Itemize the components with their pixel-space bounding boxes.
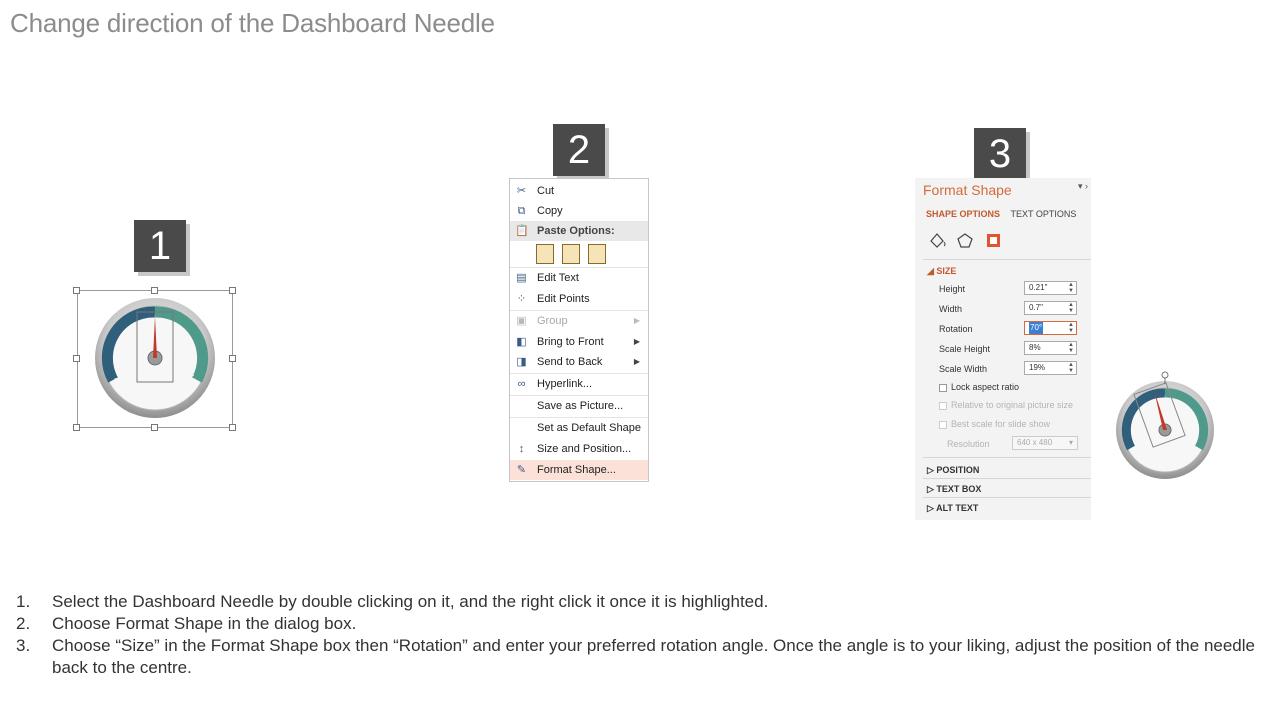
menu-item-cut[interactable] — [510, 181, 648, 201]
resolution-value: 640 x 480 — [1017, 438, 1053, 447]
step-badge-1: 1 — [134, 220, 186, 272]
resize-handle[interactable] — [151, 287, 158, 294]
spinner-arrows-icon[interactable]: ▲ ▼ — [1068, 282, 1074, 294]
panel-controls — [1078, 181, 1088, 192]
page-title: Change direction of the Dashboard Needle — [10, 8, 495, 38]
menu-item-label: Save as Picture... — [537, 400, 624, 412]
resize-handle[interactable] — [229, 355, 236, 362]
panel-divider — [923, 497, 1091, 498]
menu-item-label: Format Shape... — [537, 464, 616, 476]
section-label: ALT TEXT — [936, 503, 979, 513]
bring-front-icon: ◧ — [516, 336, 527, 348]
effects-icon[interactable] — [958, 234, 972, 247]
resize-handle[interactable] — [73, 424, 80, 431]
rotation-input[interactable] — [1024, 321, 1077, 335]
resize-handle[interactable] — [151, 424, 158, 431]
step-badge-2: 2 — [553, 124, 605, 176]
lock-aspect-checkbox[interactable] — [939, 382, 1019, 392]
width-input[interactable] — [1024, 301, 1077, 315]
spinner-arrows-icon[interactable]: ▲ ▼ — [1068, 342, 1074, 354]
checkbox-label: Relative to original picture size — [951, 400, 1074, 410]
rotation-label: Rotation — [939, 324, 973, 334]
fill-line-icon[interactable] — [931, 234, 945, 247]
submenu-arrow-icon: ▶ — [633, 337, 640, 346]
list-item — [16, 635, 1271, 679]
submenu-arrow-icon: ▶ — [633, 357, 640, 366]
format-shape-panel — [915, 178, 1091, 520]
hyperlink-icon: ∞ — [517, 378, 526, 390]
height-label: Height — [939, 284, 966, 294]
tab-text-options[interactable]: TEXT OPTIONS — [1010, 209, 1077, 219]
tab-shape-options[interactable]: SHAPE OPTIONS — [926, 209, 1001, 219]
menu-item-label: Hyperlink... — [537, 378, 593, 390]
dashboard-gauge-rotated[interactable] — [1112, 368, 1218, 480]
menu-item-label: Send to Back — [537, 356, 603, 368]
panel-dropdown-icon[interactable]: ▾ — [1077, 181, 1083, 191]
spinner-arrows-icon[interactable]: ▲ ▼ — [1068, 322, 1074, 334]
size-position-icon: ↕ — [518, 443, 525, 455]
list-number: 2. — [16, 614, 31, 633]
list-item — [16, 613, 1271, 635]
menu-section-paste-options — [510, 221, 648, 241]
menu-item-bring-to-front[interactable] — [510, 332, 648, 352]
resize-handle[interactable] — [229, 287, 236, 294]
paste-icon: 📋 — [515, 225, 529, 237]
menu-item-group — [510, 311, 648, 331]
best-scale-checkbox — [939, 419, 1050, 429]
panel-divider — [923, 457, 1091, 458]
checkbox-label: Lock aspect ratio — [951, 382, 1020, 392]
rotation-value: 70° — [1030, 323, 1043, 332]
resize-handle[interactable] — [73, 355, 80, 362]
section-position[interactable]: ▷ POSITION — [927, 465, 980, 475]
scale-height-input[interactable] — [1024, 341, 1077, 355]
dashboard-gauge-selected[interactable] — [75, 290, 235, 430]
menu-item-label: Edit Text — [537, 272, 579, 284]
menu-item-label: Bring to Front — [537, 336, 604, 348]
panel-icon-row — [927, 229, 1027, 251]
paste-merge-icon[interactable] — [562, 244, 580, 264]
scale-width-label: Scale Width — [939, 364, 988, 374]
height-value: 0.21" — [1029, 283, 1048, 292]
scissors-icon: ✂ — [516, 185, 527, 197]
menu-item-edit-points[interactable] — [510, 289, 648, 309]
menu-item-label: Paste Options: — [537, 225, 615, 237]
checkbox-box — [939, 402, 947, 410]
menu-item-hyperlink[interactable] — [510, 374, 648, 394]
context-menu — [509, 178, 649, 482]
menu-item-set-default-shape[interactable] — [510, 418, 648, 438]
menu-item-label: Set as Default Shape — [537, 422, 641, 434]
group-icon: ▣ — [516, 315, 527, 327]
size-properties-icon[interactable] — [987, 234, 1000, 247]
menu-item-label: Edit Points — [537, 293, 590, 305]
resize-handle[interactable] — [73, 287, 80, 294]
format-shape-icon: ✎ — [516, 464, 527, 476]
spinner-arrows-icon[interactable]: ▲ ▼ — [1068, 302, 1074, 314]
list-text: Select the Dashboard Needle by double clicking on it, and the right click it once it is highlighted. — [52, 592, 769, 611]
menu-item-label: Cut — [537, 185, 555, 197]
menu-item-label: Size and Position... — [537, 443, 632, 455]
resolution-label: Resolution — [947, 439, 990, 449]
checkbox-label: Best scale for slide show — [951, 419, 1051, 429]
scale-width-value: 19% — [1029, 363, 1046, 372]
list-number: 3. — [16, 636, 31, 655]
height-input[interactable] — [1024, 281, 1077, 295]
resize-handle[interactable] — [229, 424, 236, 431]
panel-close-icon[interactable]: › — [1085, 181, 1088, 191]
scale-width-input[interactable] — [1024, 361, 1077, 375]
menu-item-copy[interactable] — [510, 201, 648, 221]
list-number: 1. — [16, 592, 31, 611]
checkbox-box[interactable] — [939, 384, 947, 392]
panel-tabs — [926, 209, 1076, 219]
resolution-select — [1012, 436, 1078, 450]
send-back-icon: ◨ — [516, 356, 527, 368]
edit-points-icon: ⁘ — [516, 293, 527, 305]
list-text: Choose Format Shape in the dialog box. — [52, 614, 357, 633]
panel-title: Format Shape — [923, 182, 1012, 198]
width-label: Width — [939, 304, 963, 314]
section-text-box[interactable]: ▷ TEXT BOX — [927, 484, 982, 494]
panel-divider — [923, 259, 1091, 260]
scale-height-label: Scale Height — [939, 344, 991, 354]
section-label: POSITION — [936, 465, 980, 475]
edit-text-icon: ▤ — [516, 272, 527, 284]
paste-keep-formatting-icon[interactable] — [536, 244, 554, 264]
menu-item-format-shape[interactable] — [510, 460, 648, 480]
panel-divider — [923, 478, 1091, 479]
copy-icon: ⧉ — [517, 205, 526, 217]
scale-height-value: 8% — [1029, 343, 1041, 352]
section-label: SIZE — [936, 266, 957, 276]
list-text: Choose “Size” in the Format Shape box then “Rotation” and enter your preferred rotation angle. Once the angle is to your liking, adjust the position of the needle back to the centre. — [52, 636, 1255, 677]
menu-item-edit-text[interactable] — [510, 268, 648, 288]
section-alt-text[interactable]: ▷ ALT TEXT — [927, 503, 979, 513]
menu-item-save-as-picture[interactable] — [510, 396, 648, 416]
section-size[interactable]: ◢ SIZE — [927, 266, 957, 276]
menu-item-label: Group — [537, 315, 568, 327]
relative-original-checkbox — [939, 400, 1073, 410]
width-value: 0.7" — [1029, 303, 1043, 312]
step-badge-3: 3 — [974, 128, 1026, 180]
gauge-graphic — [75, 290, 235, 430]
menu-item-send-to-back[interactable] — [510, 352, 648, 372]
checkbox-box — [939, 421, 947, 429]
spinner-arrows-icon[interactable]: ▲ ▼ — [1068, 362, 1074, 374]
instruction-list — [16, 591, 1271, 679]
section-label: TEXT BOX — [936, 484, 982, 494]
menu-item-size-and-position[interactable] — [510, 439, 648, 459]
paste-picture-icon[interactable] — [588, 244, 606, 264]
list-item — [16, 591, 1271, 613]
menu-item-label: Copy — [537, 205, 563, 217]
chevron-down-icon: ▾ — [1068, 438, 1073, 447]
gauge-graphic — [1112, 368, 1218, 480]
submenu-arrow-icon: ▶ — [633, 316, 640, 325]
